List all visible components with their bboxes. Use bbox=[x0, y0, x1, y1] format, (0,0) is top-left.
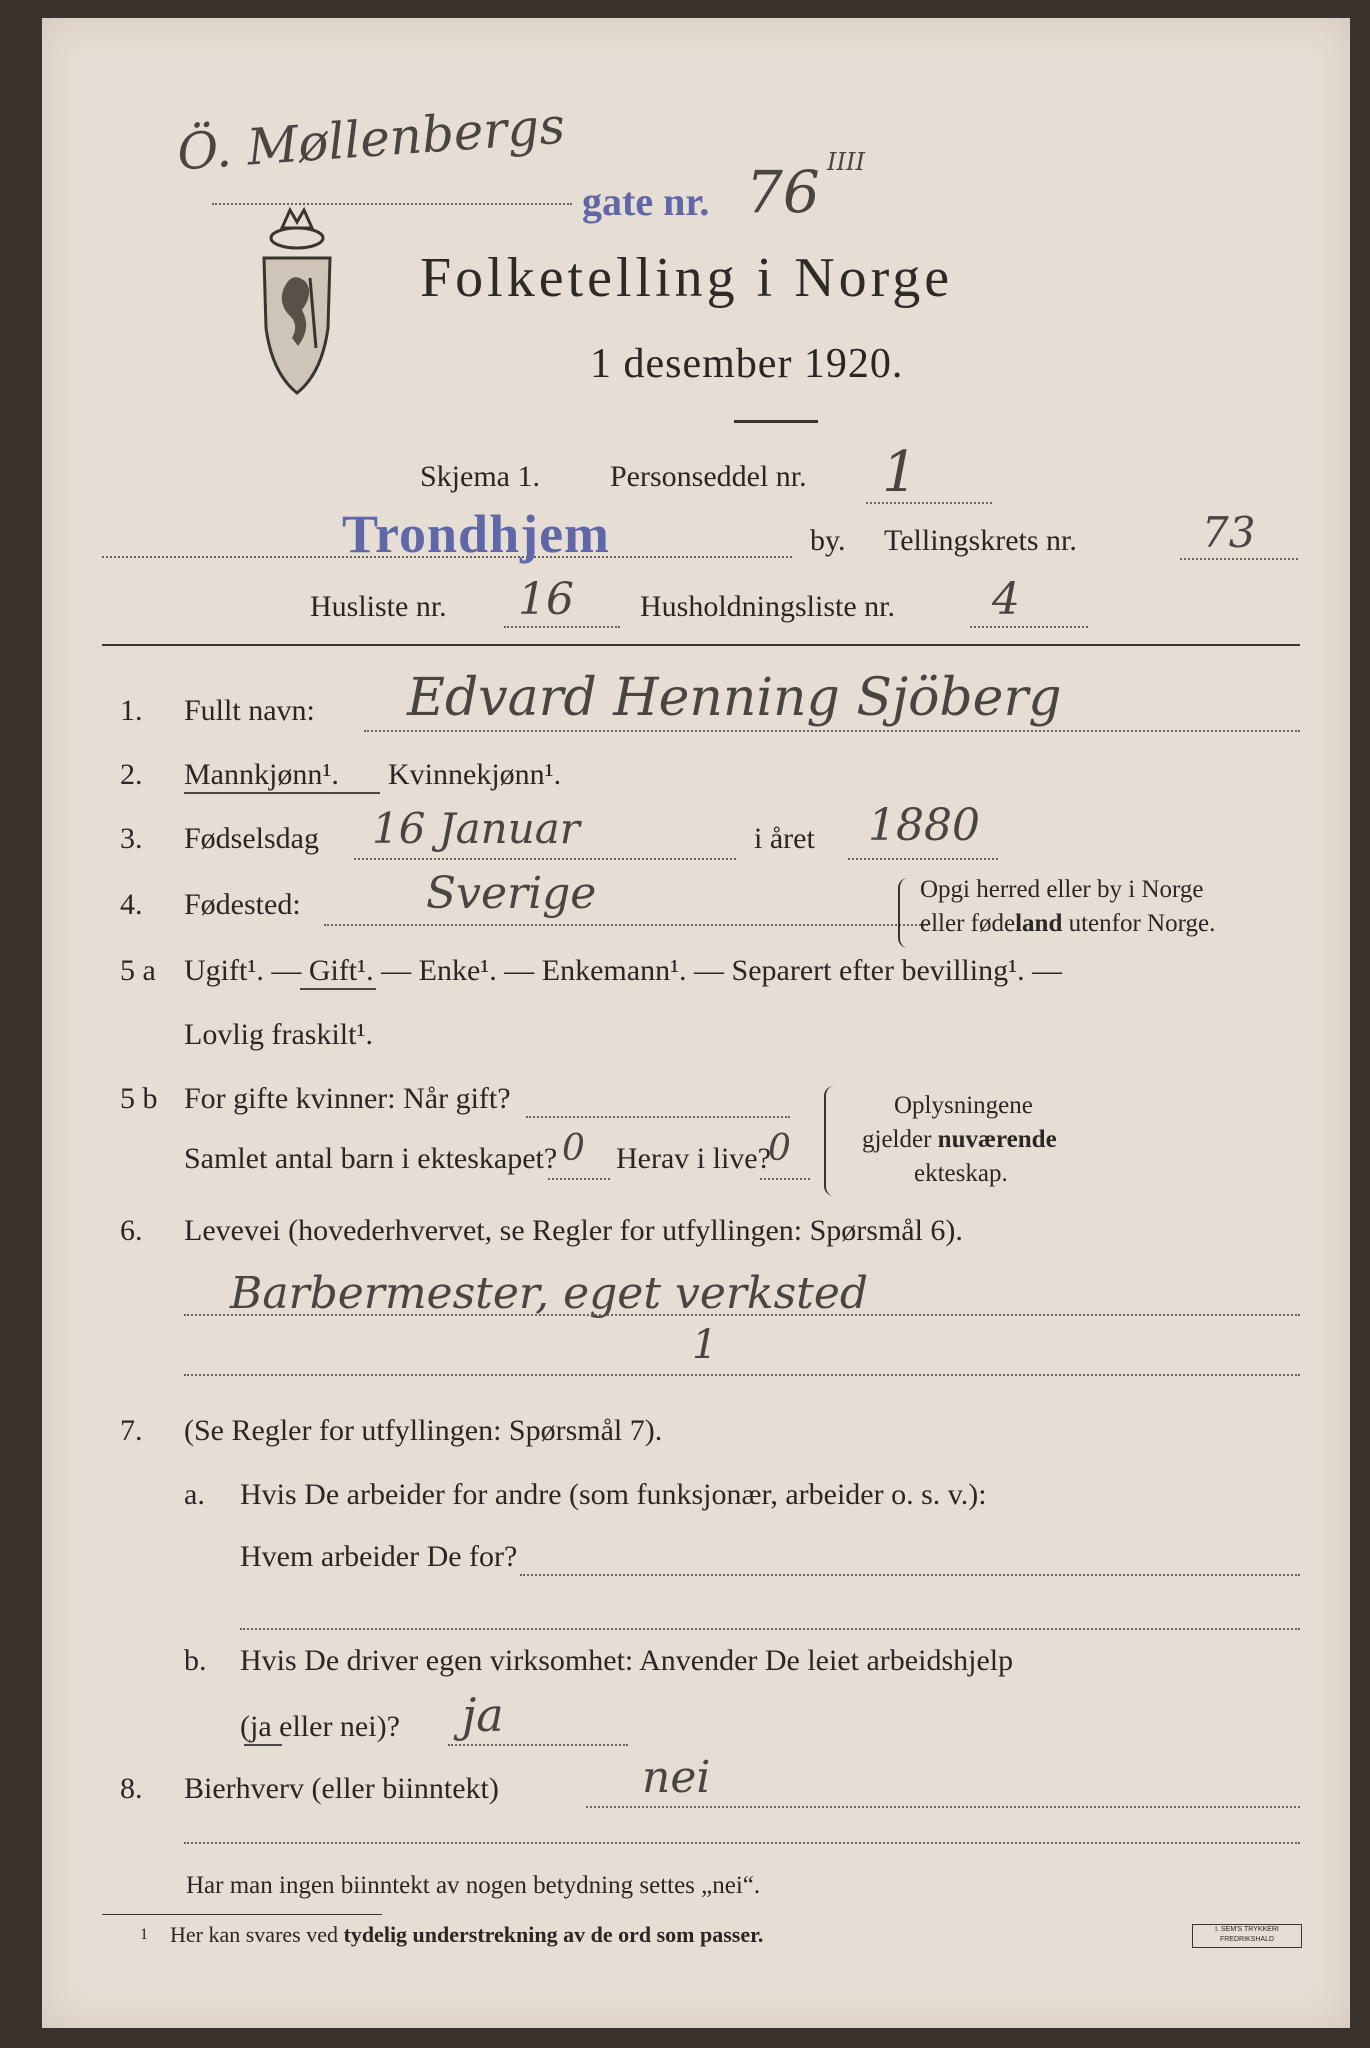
q6-line1 bbox=[184, 1314, 1300, 1316]
q5b-note2-bold: nuværende bbox=[937, 1126, 1057, 1153]
q7b-line1: Hvis De driver egen virksomhet: Anvender De leiet arbeidshjelp bbox=[240, 1644, 1014, 1677]
q4-line bbox=[324, 924, 928, 926]
street-number: 76 bbox=[746, 158, 820, 226]
q1-label: Fullt navn: bbox=[184, 694, 315, 727]
q4-number: 4. bbox=[120, 888, 143, 921]
schema-label: Skjema 1. bbox=[420, 460, 540, 493]
q8-label: Bierhverv (eller biinntekt) bbox=[184, 1772, 499, 1805]
header-divider bbox=[102, 644, 1300, 646]
footnote-text bbox=[170, 1922, 763, 1948]
q8-line2 bbox=[184, 1842, 1300, 1844]
q4-note-line2-post: utenfor Norge. bbox=[1062, 910, 1216, 937]
q6-number: 6. bbox=[120, 1214, 143, 1247]
form-date: 1 desember 1920. bbox=[590, 341, 904, 387]
husliste-line bbox=[504, 626, 620, 628]
printer-line2: FREDRIKSHALD bbox=[1219, 1936, 1275, 1943]
personseddel-label: Personseddel nr. bbox=[610, 460, 807, 493]
form-title: Folketelling i Norge bbox=[420, 247, 954, 309]
q5b-note1: Oplysningene bbox=[894, 1092, 1033, 1119]
q5b-note2-pre: gjelder bbox=[862, 1126, 938, 1153]
q4-note-line2-pre: eller føde bbox=[920, 910, 1016, 937]
coat-of-arms-icon bbox=[252, 198, 342, 398]
q5b-number: 5 b bbox=[120, 1082, 158, 1115]
by-label: by. bbox=[810, 524, 846, 557]
q3-year-value: 1880 bbox=[868, 800, 980, 851]
q7b-value: ja bbox=[462, 1688, 504, 1742]
q5b-note3: ekteskap. bbox=[914, 1160, 1008, 1187]
q6-value2: 1 bbox=[692, 1322, 718, 1368]
q5b-when-line bbox=[526, 1116, 790, 1118]
tellingskrets-label: Tellingskrets nr. bbox=[884, 524, 1077, 557]
q7a-line2: Hvem arbeider De for? bbox=[240, 1540, 518, 1573]
personseddel-value: 1 bbox=[882, 440, 918, 505]
q7a-line bbox=[520, 1574, 1300, 1576]
q3-day-line bbox=[354, 858, 736, 860]
q5b-children-value: 0 bbox=[562, 1128, 585, 1169]
q6-label: Levevei (hovederhvervet, se Regler for utfyllingen: Spørsmål 6). bbox=[184, 1214, 963, 1247]
street-handwritten: Ö. Møllenbergs bbox=[175, 96, 567, 182]
q7b-line bbox=[448, 1744, 628, 1746]
q5b-label2: Samlet antal barn i ekteskapet? bbox=[184, 1142, 558, 1175]
q1-number: 1. bbox=[120, 694, 143, 727]
q3-day-value: 16 Januar bbox=[372, 804, 580, 853]
husholdningsliste-label: Husholdningsliste nr. bbox=[640, 590, 896, 623]
q7-label: (Se Regler for utfyllingen: Spørsmål 7). bbox=[184, 1414, 663, 1447]
q5a-gift-underline bbox=[300, 988, 376, 990]
q8-value: nei bbox=[642, 1752, 711, 1803]
q7a-line-extra bbox=[240, 1628, 1300, 1630]
street-suffix: IIII bbox=[827, 148, 865, 176]
q5b-alive-value: 0 bbox=[768, 1128, 791, 1169]
q5b-label3: Herav i live? bbox=[616, 1142, 771, 1175]
q4-note-line2 bbox=[920, 910, 1215, 938]
census-form bbox=[42, 18, 1350, 2028]
q2-female-label: Kvinnekjønn¹. bbox=[388, 758, 562, 791]
q1-line bbox=[364, 730, 1300, 732]
q4-brace bbox=[898, 878, 910, 948]
title-divider bbox=[734, 420, 818, 423]
q3-year-label: i året bbox=[754, 822, 815, 855]
q2-male-label: Mannkjønn¹. bbox=[184, 758, 339, 791]
husliste-value: 16 bbox=[518, 574, 574, 625]
q7b-number: b. bbox=[184, 1644, 207, 1677]
q5b-brace bbox=[824, 1086, 836, 1196]
tellingskrets-line bbox=[1180, 558, 1298, 560]
footnote-mark: 1 bbox=[140, 1926, 148, 1943]
q2-male-underline bbox=[184, 792, 380, 794]
q3-number: 3. bbox=[120, 822, 143, 855]
q2-number: 2. bbox=[120, 758, 143, 791]
q5a-line2: Lovlig fraskilt¹. bbox=[184, 1018, 373, 1051]
q5b-label1: For gifte kvinner: Når gift? bbox=[184, 1082, 511, 1115]
q5b-alive-line bbox=[760, 1178, 810, 1180]
printer-line1: I. SEM'S TRYKKERI bbox=[1215, 1926, 1279, 1933]
q6-line2 bbox=[184, 1374, 1300, 1376]
q5a-number: 5 a bbox=[120, 954, 156, 987]
q5b-note2 bbox=[862, 1126, 1057, 1154]
husliste-label: Husliste nr. bbox=[310, 590, 447, 623]
q5b-children-line bbox=[548, 1178, 610, 1180]
street-stamp: gate nr. bbox=[582, 179, 710, 224]
q8-number: 8. bbox=[120, 1772, 143, 1805]
footnote-pre: Her kan svares ved bbox=[170, 1922, 344, 1947]
city-stamp: Trondhjem bbox=[342, 504, 611, 564]
q7-number: 7. bbox=[120, 1414, 143, 1447]
q7a-number: a. bbox=[184, 1478, 205, 1511]
husholdningsliste-value: 4 bbox=[992, 574, 1020, 625]
q7a-line1: Hvis De arbeider for andre (som funksjonær, arbeider o. s. v.): bbox=[240, 1478, 987, 1511]
q6-value: Barbermester, eget verksted bbox=[230, 1268, 869, 1319]
husholdningsliste-line bbox=[970, 626, 1088, 628]
q5a-line1: Ugift¹. — Gift¹. — Enke¹. — Enkemann¹. — Separert efter bevilling¹. — bbox=[184, 954, 1063, 987]
footer-note: Har man ingen biinntekt av nogen betydning settes „nei“. bbox=[186, 1872, 761, 1899]
q4-value: Sverige bbox=[426, 868, 597, 919]
q3-year-line bbox=[848, 858, 998, 860]
q4-note-line1: Opgi herred eller by i Norge bbox=[920, 876, 1204, 903]
footnote-bold: tydelig understrekning av de ord som passer. bbox=[343, 1922, 764, 1947]
footnote-rule bbox=[102, 1914, 382, 1915]
q4-label: Fødested: bbox=[184, 888, 301, 921]
q7b-line2: (ja eller nei)? bbox=[240, 1710, 400, 1743]
q3-label: Fødselsdag bbox=[184, 822, 319, 855]
q8-line bbox=[586, 1806, 1300, 1808]
tellingskrets-value: 73 bbox=[1202, 508, 1256, 557]
q1-value: Edvard Henning Sjöberg bbox=[407, 668, 1062, 728]
printer-mark bbox=[1192, 1924, 1302, 1948]
q4-note-line2-bold: land bbox=[1015, 910, 1063, 937]
q7b-ja-underline bbox=[244, 1744, 282, 1746]
